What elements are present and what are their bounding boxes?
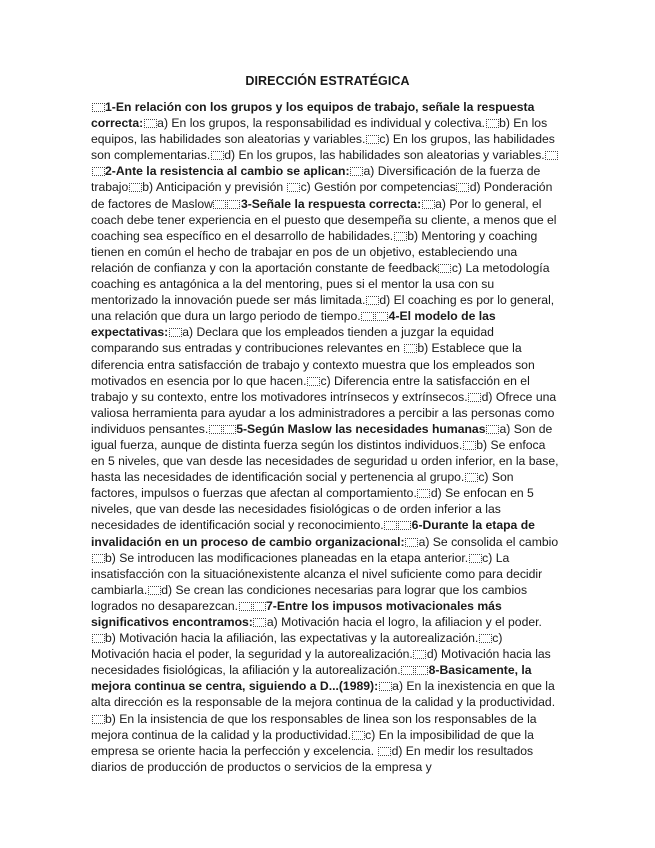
dotted-box-icon — [92, 634, 105, 643]
answer-option-text: c) Diferencia entre la satisfacción en el trabajo y su contexto, entre los motivadores intrínsecos y extrínsecos. — [91, 373, 530, 404]
answer-option-text: d) Motivación hacia las necesidades fisiológicas, la afiliación y la autorealización. — [91, 647, 551, 678]
answer-option-text: b) En los equipos, las habilidades son aleatorias y variables. — [91, 116, 548, 147]
dotted-box-icon — [417, 489, 430, 498]
dotted-box-icon — [486, 425, 499, 434]
dotted-box-icon — [211, 151, 224, 160]
answer-option-text: a) En la inexistencia en que la alta dirección es la responsable de la mejora continua de la calidad y la productividad. — [91, 679, 556, 710]
dotted-box-icon — [361, 312, 374, 321]
answer-option-text: d) El coaching es por lo general, una relación que dura un largo periodo de tiempo. — [91, 293, 555, 324]
answer-option-text: a) En los grupos, la responsabilidad es individual y colectiva. — [157, 116, 486, 131]
dotted-box-icon — [352, 731, 365, 740]
dotted-box-icon — [456, 183, 469, 192]
answer-option-text: b) Establece que la diferencia entra satisfacción de trabajo y contexto muestra que los empleados son motivados en esencia por lo que hacen. — [91, 341, 535, 388]
answer-option-text: c) En los grupos, las habilidades son complementarias. — [91, 132, 555, 163]
question-heading: 1-En relación con los grupos y los equipos de trabajo, señale la respuesta correcta: — [91, 100, 535, 131]
dotted-box-icon — [169, 328, 182, 337]
dotted-box-icon — [129, 183, 142, 192]
answer-option-text: a) Son de igual fuerza, aunque de distinta fuerza según los distintos individuos. — [91, 421, 553, 452]
answer-option-text: a) Declara que los empleados tienden a juzgar la equidad comparando sus entradas y contribuciones relevantes en — [91, 325, 494, 356]
dotted-box-icon — [366, 135, 379, 144]
dotted-box-icon — [486, 119, 499, 128]
dotted-box-icon — [366, 296, 379, 305]
answer-option-text: b) Mentoring y coaching tienen en común el hecho de trabajar en pos de un objetivo, estableciendo una relación de confianza y con la aportación constante de feedback — [91, 228, 538, 275]
dotted-box-icon — [92, 167, 105, 176]
dotted-box-icon — [92, 554, 105, 563]
answer-option-text: c) La metodología coaching es antagónica a la del mentoring, pues si el mentor la usa con su mentorizado la innovación puede ser más limitada. — [91, 260, 550, 308]
dotted-box-icon — [415, 666, 428, 675]
dotted-box-icon — [394, 232, 407, 241]
dotted-box-icon — [213, 200, 226, 209]
dotted-box-icon — [144, 119, 157, 128]
dotted-box-icon — [92, 715, 105, 724]
question-heading: 3-Señale la respuesta correcta: — [240, 196, 422, 211]
answer-option-text: d) En los grupos, las habilidades son aleatorias y variables. — [224, 148, 545, 163]
question-heading: 8-Basicamente, la mejora continua se centra, siguiendo a D...(1989): — [91, 663, 532, 694]
question-heading: 7-Entre los impusos motivacionales más significativos encontramos: — [91, 598, 502, 629]
dotted-box-icon — [287, 183, 300, 192]
dotted-box-icon — [438, 264, 451, 273]
dotted-box-icon — [545, 151, 558, 160]
dotted-box-icon — [375, 312, 388, 321]
dotted-box-icon — [307, 377, 320, 386]
dotted-box-icon — [401, 666, 414, 675]
dotted-box-icon — [398, 521, 411, 530]
question-heading: 2-Ante la resistencia al cambio se aplican: — [105, 164, 350, 179]
dotted-box-icon — [253, 602, 266, 611]
question-heading: 4-El modelo de las expectativas: — [91, 309, 496, 340]
dotted-box-icon — [469, 554, 482, 563]
document-title: DIRECCIÓN ESTRATÉGICA — [245, 74, 410, 88]
answer-option-text: a) Se consolida el cambio — [418, 534, 559, 549]
answer-option-text: a) Por lo general, el coach debe tener experiencia en el puesto que desempeña su cliente, a menos que el coaching sea específico en el desarrollo de habilidades. — [91, 196, 557, 243]
dotted-box-icon — [479, 634, 492, 643]
dotted-box-icon — [148, 586, 161, 595]
answer-option-text: c) Son factores, impulsos o fuerzas que afectan al comportamiento. — [91, 470, 514, 501]
answer-option-text: b) Se enfoca en 5 niveles, que van desde las necesidades de seguridad u orden inferior, en la base, hasta las necesidades de identificación social y pertenencia al grupo. — [91, 437, 559, 485]
dotted-box-icon — [239, 602, 252, 611]
answer-option-text: d) Se crean las condiciones necesarias para lograr que los cambios logrados no desaparezcan. — [91, 582, 528, 613]
dotted-box-icon — [404, 344, 417, 353]
answer-option-text: c) En la imposibilidad de que la empresa se oriente hacia la perfección y excelencia. — [91, 727, 534, 758]
answer-option-text: a) Diversificación de la fuerza de trabajo — [91, 164, 541, 195]
answer-option-text: b) En la insistencia de que los responsables de linea son los responsables de la mejora continua de la calidad y la productividad. — [91, 711, 537, 742]
dotted-box-icon — [413, 650, 426, 659]
answer-option-text: d) Ponderación de factores de Maslow — [91, 180, 553, 211]
answer-option-text: d) Ofrece una valiosa herramienta para ayudar a los administradores a percibir a las personas como individuos pensantes. — [91, 389, 557, 436]
dotted-box-icon — [209, 425, 222, 434]
dotted-box-icon — [384, 521, 397, 530]
question-heading: 5-Según Maslow las necesidades humanas — [236, 421, 486, 436]
dotted-box-icon — [463, 441, 476, 450]
dotted-box-icon — [465, 473, 478, 482]
dotted-box-icon — [253, 618, 266, 627]
answer-option-text: b) Motivación hacia la afiliación, las expectativas y la autorealización. — [105, 631, 479, 646]
dotted-box-icon — [223, 425, 236, 434]
answer-option-text: b) Se introducen las modificaciones planeadas en la etapa anterior. — [105, 550, 469, 565]
dotted-box-icon — [378, 747, 391, 756]
answer-option-text: b) Anticipación y previsión — [142, 180, 287, 195]
dotted-box-icon — [468, 393, 481, 402]
dotted-box-icon — [422, 200, 435, 209]
dotted-box-icon — [227, 200, 240, 209]
answer-option-text: c) La insatisfacción con la situaciónexistente alcanza el nivel suficiente como para decidir cambiarla. — [91, 550, 543, 597]
answer-option-text: c) Motivación hacia el poder, la seguridad y la autorealización. — [91, 631, 503, 662]
dotted-box-icon — [92, 103, 105, 112]
answer-option-text: d) En medir los resultados diarios de producción de productos o servicios de la empresa y — [91, 743, 534, 774]
dotted-box-icon — [379, 682, 392, 691]
answer-option-text: c) Gestión por competencias — [300, 180, 456, 195]
answer-option-text: d) Se enfocan en 5 niveles, que van desde las necesidades fisiológicas o de orden inferior a las necesidades de identificación social y reconocimiento. — [91, 486, 534, 533]
document-body — [91, 99, 559, 775]
dotted-box-icon — [350, 167, 363, 176]
question-heading: 6-Durante la etapa de invalidación en un proceso de cambio organizacional: — [91, 518, 535, 549]
answer-option-text: a) Motivación hacia el logro, la afiliacion y el poder. — [266, 615, 542, 629]
dotted-box-icon — [405, 538, 418, 547]
